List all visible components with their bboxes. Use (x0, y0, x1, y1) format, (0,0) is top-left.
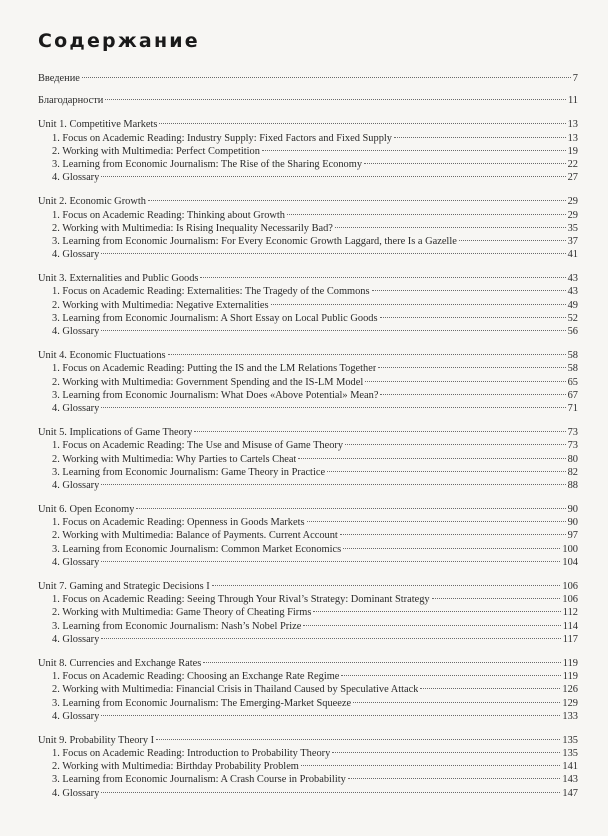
toc-unit-item[interactable] (38, 132, 578, 145)
dot-leader (203, 662, 560, 663)
toc-entry-label: 4. Glossary (52, 326, 100, 337)
toc-entry-label: Unit 7. Gaming and Strategic Decisions I (38, 581, 210, 592)
toc-entry-label: 2. Working with Multimedia: Government Spending and the IS-LM Model (52, 376, 364, 388)
toc-entry-label: 2. Working with Multimedia: Financial Crisis in Thailand Caused by Speculative Attack (52, 684, 419, 696)
dot-leader (345, 444, 566, 445)
toc-unit-item[interactable] (38, 285, 578, 298)
toc-unit-item[interactable] (38, 453, 578, 466)
dot-leader (348, 778, 561, 779)
dot-leader (459, 240, 566, 241)
toc-entry-label: 1. Focus on Academic Reading: Seeing Through Your Rival’s Strategy: Dominant Strategy (52, 594, 430, 606)
dot-leader (307, 521, 566, 522)
unit-section (38, 272, 578, 338)
toc-unit-heading[interactable] (38, 734, 578, 747)
unit-section (38, 657, 578, 723)
toc-page-number: 90 (567, 517, 578, 529)
toc-entry-acknowledgements[interactable] (38, 94, 578, 107)
dot-leader (156, 739, 560, 740)
toc-page-number: 56 (567, 326, 578, 337)
toc-unit-item[interactable] (38, 556, 578, 569)
toc-page-number: 29 (567, 196, 578, 208)
dot-leader (380, 317, 566, 318)
dot-leader (194, 431, 565, 432)
toc-entry-label: 3. Learning from Economic Journalism: A Short Essay on Local Public Goods (52, 312, 378, 324)
toc-page-number: 135 (562, 734, 578, 746)
toc-entry-label: 3. Learning from Economic Journalism: Game Theory in Practice (52, 466, 326, 478)
toc-entry-label: 1. Focus on Academic Reading: Introduction to Probability Theory (52, 748, 331, 760)
toc-entry-label: 3. Learning from Economic Journalism: What Does «Above Potential» Mean? (52, 389, 379, 401)
toc-page-number: 119 (562, 657, 578, 669)
dot-leader (341, 675, 560, 676)
toc-entry-label: 1. Focus on Academic Reading: Putting the IS and the LM Relations Together (52, 363, 377, 375)
unit-section (38, 195, 578, 261)
dot-leader (335, 227, 566, 228)
dot-leader (101, 638, 560, 639)
toc-page-number: 71 (567, 402, 578, 414)
toc-entry-label: 4. Glossary (52, 249, 100, 261)
toc-unit-item[interactable] (38, 439, 578, 452)
toc-entry-label: 1. Focus on Academic Reading: The Use and Misuse of Game Theory (52, 440, 344, 452)
toc-unit-item[interactable] (38, 248, 578, 261)
toc-entry-intro[interactable] (38, 72, 578, 85)
toc-unit-item[interactable] (38, 593, 578, 606)
page-title: Содержание (38, 30, 200, 52)
toc-page-number: 143 (562, 774, 578, 786)
toc-page-number: 67 (567, 389, 578, 401)
toc-unit-item[interactable] (38, 683, 578, 696)
dot-leader (327, 471, 566, 472)
toc-page-number: 73 (567, 427, 578, 439)
toc-page-number: 97 (567, 530, 578, 542)
toc-unit-item[interactable] (38, 158, 578, 171)
dot-leader (365, 381, 565, 382)
toc-page-number: 43 (567, 273, 578, 285)
toc-entry-label: Unit 9. Probability Theory I (38, 734, 155, 746)
toc-page-number: 90 (567, 504, 578, 516)
dot-leader (364, 163, 566, 164)
toc-entry-label: Unit 3. Externalities and Public Goods (38, 273, 199, 285)
toc-unit-item[interactable] (38, 633, 578, 646)
toc-entry-label: 3. Learning from Economic Journalism: For Every Economic Growth Laggard, there Is a Gazelle (52, 235, 457, 247)
dot-leader (101, 561, 560, 562)
toc-entry-label: 2. Working with Multimedia: Balance of Payments. Current Account (52, 530, 338, 542)
dot-leader (420, 688, 560, 689)
toc-unit-heading[interactable] (38, 349, 578, 362)
toc-page-number: 13 (567, 132, 578, 144)
toc-page-number: 58 (567, 350, 578, 362)
dot-leader (101, 407, 565, 408)
toc-page-number: 114 (562, 620, 578, 632)
toc-entry-label: 4. Glossary (52, 710, 100, 722)
toc-page-number: 58 (567, 363, 578, 375)
toc-unit-item[interactable] (38, 760, 578, 773)
toc-entry-label: 4. Glossary (52, 633, 100, 645)
toc-entry-label: Unit 6. Open Economy (38, 504, 135, 516)
toc-page-number: 129 (562, 697, 578, 709)
dot-leader (298, 458, 565, 459)
toc-unit-item[interactable] (38, 171, 578, 184)
toc-entry-label: 3. Learning from Economic Journalism: Nash’s Nobel Prize (52, 620, 302, 632)
toc-unit-item[interactable] (38, 145, 578, 158)
toc-entry-label: 1. Focus on Academic Reading: Externalities: The Tragedy of the Commons (52, 286, 370, 298)
toc-unit-heading[interactable] (38, 426, 578, 439)
toc-unit-item[interactable] (38, 402, 578, 415)
table-of-contents (38, 72, 578, 811)
toc-unit-item[interactable] (38, 529, 578, 542)
dot-leader (303, 625, 560, 626)
toc-unit-item[interactable] (38, 543, 578, 556)
toc-entry-label: 4. Glossary (52, 402, 100, 414)
toc-page-number: 88 (567, 479, 578, 491)
toc-page-number: 13 (567, 119, 578, 131)
toc-page-number: 133 (562, 710, 578, 722)
dot-leader (101, 715, 560, 716)
toc-page-number: 65 (567, 376, 578, 388)
toc-unit-item[interactable] (38, 620, 578, 633)
toc-unit-item[interactable] (38, 516, 578, 529)
toc-page-number: 80 (567, 453, 578, 465)
toc-entry-label: 1. Focus on Academic Reading: Industry Supply: Fixed Factors and Fixed Supply (52, 132, 392, 144)
toc-page-number: 100 (562, 543, 578, 555)
toc-unit-item[interactable] (38, 787, 578, 800)
toc-entry-label: Благодарности (38, 95, 104, 107)
toc-entry-label: 2. Working with Multimedia: Is Rising Inequality Necessarily Bad? (52, 222, 333, 234)
dot-leader (105, 99, 566, 100)
toc-entry-label: 4. Glossary (52, 172, 100, 184)
dot-leader (380, 394, 565, 395)
toc-page-number: 43 (567, 286, 578, 298)
toc-unit-item[interactable] (38, 773, 578, 786)
toc-entry-label: 3. Learning from Economic Journalism: The Emerging-Market Squeeze (52, 697, 352, 709)
toc-entry-label: Unit 2. Economic Growth (38, 196, 146, 208)
toc-unit-item[interactable] (38, 222, 578, 235)
toc-unit-item[interactable] (38, 312, 578, 325)
toc-entry-label: 2. Working with Multimedia: Perfect Competition (52, 145, 260, 157)
toc-unit-item[interactable] (38, 325, 578, 338)
unit-section (38, 426, 578, 492)
toc-unit-heading[interactable] (38, 580, 578, 593)
dot-leader (353, 702, 560, 703)
toc-entry-label: 3. Learning from Economic Journalism: The Rise of the Sharing Economy (52, 158, 363, 170)
toc-page-number: 37 (567, 235, 578, 247)
toc-unit-item[interactable] (38, 209, 578, 222)
toc-page-number: 82 (567, 466, 578, 478)
unit-section (38, 580, 578, 646)
dot-leader (101, 484, 565, 485)
toc-entry-label: Введение (38, 73, 80, 84)
toc-entry-label: 2. Working with Multimedia: Negative Externalities (52, 299, 269, 311)
toc-page-number: 73 (567, 440, 578, 452)
toc-entry-label: Unit 4. Economic Fluctuations (38, 350, 166, 362)
dot-leader (262, 150, 566, 151)
toc-page-number: 104 (562, 556, 578, 568)
toc-unit-item[interactable] (38, 466, 578, 479)
toc-unit-heading[interactable] (38, 118, 578, 131)
toc-page-number: 112 (562, 607, 578, 619)
toc-page-number: 52 (567, 312, 578, 324)
toc-entry-label: 2. Working with Multimedia: Why Parties to Cartels Cheat (52, 453, 297, 465)
toc-entry-label: 2. Working with Multimedia: Birthday Probability Problem (52, 761, 299, 773)
toc-page-number: 106 (562, 594, 578, 606)
toc-unit-item[interactable] (38, 362, 578, 375)
toc-page-number: 147 (562, 787, 578, 799)
dot-leader (394, 137, 566, 138)
toc-entry-label: 4. Glossary (52, 556, 100, 568)
dot-leader (159, 123, 565, 124)
toc-entry-label: Unit 8. Currencies and Exchange Rates (38, 657, 202, 669)
dot-leader (343, 548, 560, 549)
dot-leader (101, 330, 565, 331)
toc-page-number: 11 (567, 95, 578, 107)
dot-leader (82, 77, 571, 78)
toc-page-number: 49 (567, 299, 578, 311)
toc-entry-label: 3. Learning from Economic Journalism: A Crash Course in Probability (52, 774, 346, 786)
toc-unit-heading[interactable] (38, 503, 578, 516)
toc-entry-label: Unit 5. Implications of Game Theory (38, 427, 193, 439)
toc-unit-item[interactable] (38, 670, 578, 683)
dot-leader (313, 611, 560, 612)
dot-leader (101, 253, 565, 254)
toc-page-number: 35 (567, 222, 578, 234)
dot-leader (101, 792, 560, 793)
toc-unit-heading[interactable] (38, 195, 578, 208)
toc-page-number: 41 (567, 249, 578, 261)
dot-leader (136, 508, 565, 509)
toc-unit-item[interactable] (38, 299, 578, 312)
toc-entry-label: 1. Focus on Academic Reading: Choosing an Exchange Rate Regime (52, 671, 340, 683)
toc-entry-label: 2. Working with Multimedia: Game Theory of Cheating Firms (52, 607, 312, 619)
toc-entry-label: 4. Glossary (52, 787, 100, 799)
toc-unit-item[interactable] (38, 376, 578, 389)
dot-leader (432, 598, 561, 599)
dot-leader (332, 752, 560, 753)
toc-entry-label: 3. Learning from Economic Journalism: Common Market Economics (52, 543, 342, 555)
toc-page-number: 29 (567, 209, 578, 221)
toc-unit-item[interactable] (38, 710, 578, 723)
dot-leader (148, 200, 566, 201)
dot-leader (168, 354, 566, 355)
toc-unit-item[interactable] (38, 235, 578, 248)
dot-leader (101, 176, 565, 177)
toc-unit-heading[interactable] (38, 272, 578, 285)
dot-leader (301, 765, 561, 766)
unit-section (38, 503, 578, 569)
toc-unit-item[interactable] (38, 697, 578, 710)
dot-leader (378, 367, 565, 368)
toc-page-number: 119 (562, 671, 578, 683)
toc-unit-heading[interactable] (38, 657, 578, 670)
units-list (38, 118, 578, 799)
unit-section (38, 118, 578, 184)
toc-entry-label: Unit 1. Competitive Markets (38, 119, 158, 131)
toc-page-number: 141 (562, 761, 578, 773)
toc-entry-label: 4. Glossary (52, 479, 100, 491)
dot-leader (287, 214, 566, 215)
toc-entry-label: 1. Focus on Academic Reading: Openness in Goods Markets (52, 517, 305, 529)
toc-entry-label: 1. Focus on Academic Reading: Thinking about Growth (52, 209, 285, 221)
dot-leader (340, 534, 566, 535)
unit-section (38, 349, 578, 415)
toc-unit-item[interactable] (38, 747, 578, 760)
toc-page-number: 126 (562, 684, 578, 696)
toc-page-number: 117 (562, 633, 578, 645)
toc-page-number: 135 (562, 748, 578, 760)
toc-unit-item[interactable] (38, 606, 578, 619)
toc-page-number: 27 (567, 172, 578, 184)
toc-unit-item[interactable] (38, 479, 578, 492)
unit-section (38, 734, 578, 800)
toc-page-number: 106 (562, 581, 578, 592)
toc-page-number: 7 (572, 73, 578, 84)
dot-leader (271, 304, 566, 305)
toc-page-number: 19 (567, 145, 578, 157)
dot-leader (212, 585, 561, 586)
toc-page-number: 22 (567, 158, 578, 170)
toc-unit-item[interactable] (38, 389, 578, 402)
dot-leader (372, 290, 566, 291)
dot-leader (200, 277, 565, 278)
